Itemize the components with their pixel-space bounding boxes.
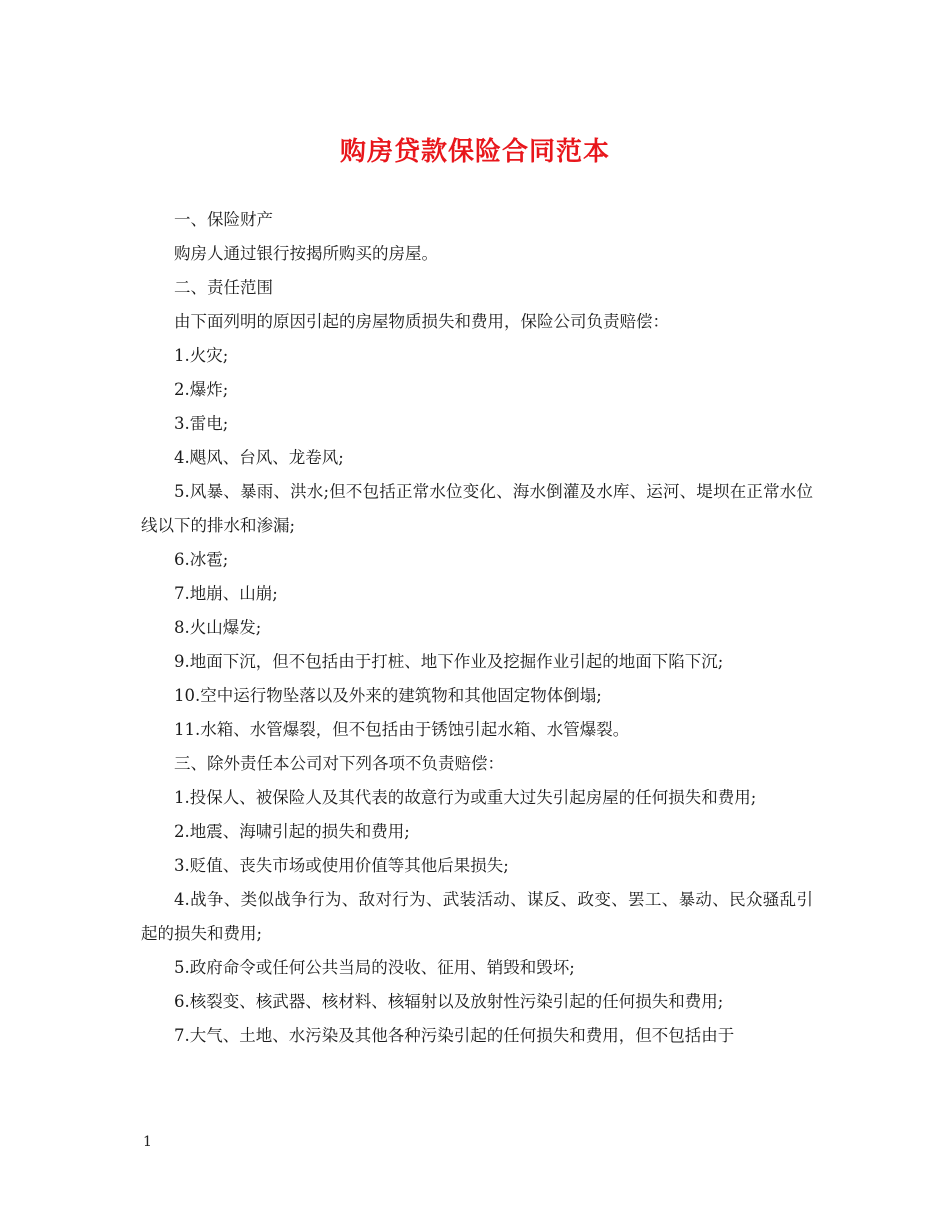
list-item: 7.地崩、山崩; [174,584,278,603]
section-heading-insured-property: 一、保险财产 [174,210,273,229]
list-item: 2.地震、海啸引起的损失和费用; [174,822,410,841]
list-item: 5.风暴、暴雨、洪水;但不包括正常水位变化、海水倒灌及水库、运河、堤坝在正常水位线以下的排水和渗漏; [141,482,813,535]
list-item: 1.投保人、被保险人及其代表的故意行为或重大过失引起房屋的任何损失和费用; [174,788,757,807]
list-item: 6.冰雹; [174,550,229,569]
list-item: 4.飓风、台风、龙卷风; [174,448,344,467]
list-item: 10.空中运行物坠落以及外来的建筑物和其他固定物体倒塌; [174,686,602,705]
list-item: 11.水箱、水管爆裂，但不包括由于锈蚀引起水箱、水管爆裂。 [174,720,630,739]
list-item: 3.贬值、丧失市场或使用价值等其他后果损失; [174,856,509,875]
list-item: 5.政府命令或任何公共当局的没收、征用、销毁和毁坏; [174,958,575,977]
list-item: 4.战争、类似战争行为、敌对行为、武装活动、谋反、政变、罢工、暴动、民众骚乱引起的损失和费用; [141,890,813,943]
page-number: 1 [143,1134,152,1150]
paragraph: 由下面列明的原因引起的房屋物质损失和费用，保险公司负责赔偿： [174,312,669,331]
section-heading-liability-scope: 二、责任范围 [174,278,273,297]
paragraph: 购房人通过银行按揭所购买的房屋。 [174,244,438,263]
list-item: 9.地面下沉，但不包括由于打桩、地下作业及挖掘作业引起的地面下陷下沉; [174,652,724,671]
list-item: 2.爆炸; [174,380,229,399]
list-item: 7.大气、土地、水污染及其他各种污染引起的任何损失和费用，但不包括由于 [174,1026,735,1045]
list-item: 6.核裂变、核武器、核材料、核辐射以及放射性污染引起的任何损失和费用; [174,992,724,1011]
list-item: 8.火山爆发; [174,618,262,637]
section-heading-exclusions: 三、除外责任本公司对下列各项不负责赔偿： [174,754,504,773]
list-item: 1.火灾; [174,346,229,365]
document-title: 购房贷款保险合同范本 [339,137,610,167]
list-item: 3.雷电; [174,414,229,433]
document-body [141,203,813,1053]
